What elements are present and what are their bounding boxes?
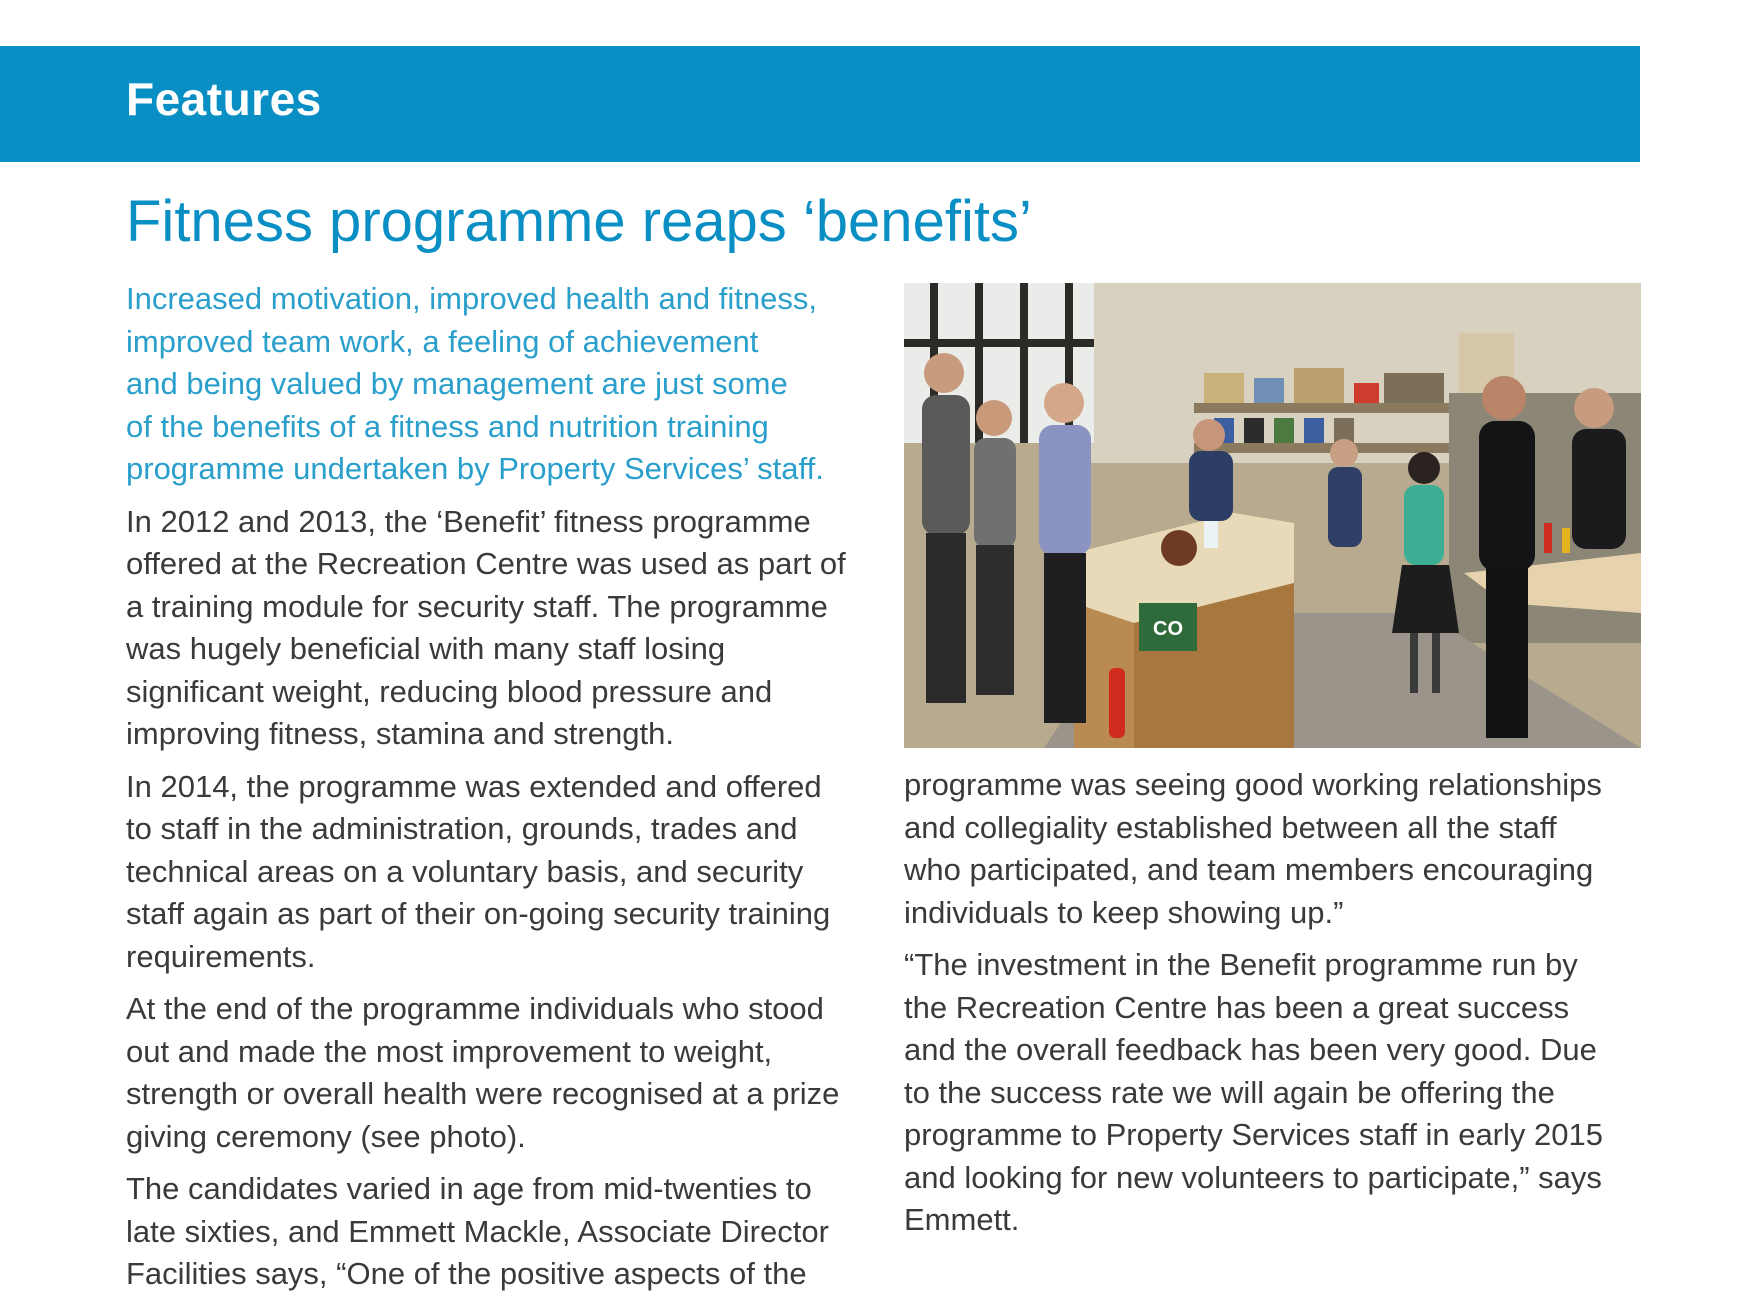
photo-illustration [904,283,1641,748]
left-column [126,278,866,1306]
text-line: the Recreation Centre has been a great success [904,989,1570,1025]
paragraph-2 [126,766,866,979]
paragraph-6 [904,944,1644,1242]
text-line: and looking for new volunteers to participate,” says [904,1159,1602,1195]
text-line: to staff in the administration, grounds, trades and [126,811,798,846]
section-label: Features [126,73,322,125]
text-line: individuals to keep showing up.” [904,894,1344,930]
text-line: Increased motivation, improved health and fitness, [126,281,817,316]
text-line: late sixties, and Emmett Mackle, Associate Director [126,1213,829,1249]
text-line: programme was seeing good working relationships [904,767,1602,802]
text-line: out and made the most improvement to weight, [126,1033,773,1069]
text-line: In 2012 and 2013, the ‘Benefit’ fitness programme [126,503,811,539]
text-line: At the end of the programme individuals who stood [126,991,824,1026]
text-line: was hugely beneficial with many staff losing [126,631,726,666]
text-line: giving ceremony (see photo). [126,1118,526,1154]
text-line: a training module for security staff. The programme [126,588,828,624]
text-line: and collegiality established between all the staff [904,809,1557,845]
text-line: Facilities says, “One of the positive aspects of the [126,1256,807,1291]
section-banner [0,46,1640,162]
paragraph-5 [904,764,1644,934]
text-line: offered at the Recreation Centre was used as part of [126,546,846,581]
paragraph-4 [126,1168,866,1296]
article-title: Fitness programme reaps ‘benefits’ [126,189,1032,254]
text-line: Emmett. [904,1202,1020,1237]
text-line: of the benefits of a fitness and nutrition training [126,408,769,444]
text-line: improving fitness, stamina and strength. [126,716,674,751]
paragraph-3 [126,988,866,1158]
text-line: requirements. [126,938,316,974]
paragraph-1 [126,501,866,756]
text-line: strength or overall health were recognised at a prize [126,1076,840,1111]
article-lede [126,278,866,491]
right-column [904,764,1644,1252]
text-line: programme undertaken by Property Services’ staff. [126,451,824,486]
text-line: significant weight, reducing blood pressure and [126,673,773,709]
text-line: staff again as part of their on-going security training [126,896,831,931]
text-line: technical areas on a voluntary basis, and security [126,853,804,889]
text-line: and the overall feedback has been very good. Due [904,1032,1597,1067]
text-line: “The investment in the Benefit programme run by [904,947,1578,982]
text-line: improved team work, a feeling of achievement [126,323,759,359]
text-line: The candidates varied in age from mid-twenties to [126,1171,812,1206]
text-line: who participated, and team members encouraging [904,852,1594,887]
prize-giving-photo [904,283,1641,748]
text-line: programme to Property Services staff in early 2015 [904,1117,1603,1152]
text-line: and being valued by management are just some [126,366,788,401]
text-line: In 2014, the programme was extended and offered [126,768,822,804]
co-sign-text: CO [1153,618,1183,640]
text-line: to the success rate we will again be offering the [904,1074,1555,1110]
